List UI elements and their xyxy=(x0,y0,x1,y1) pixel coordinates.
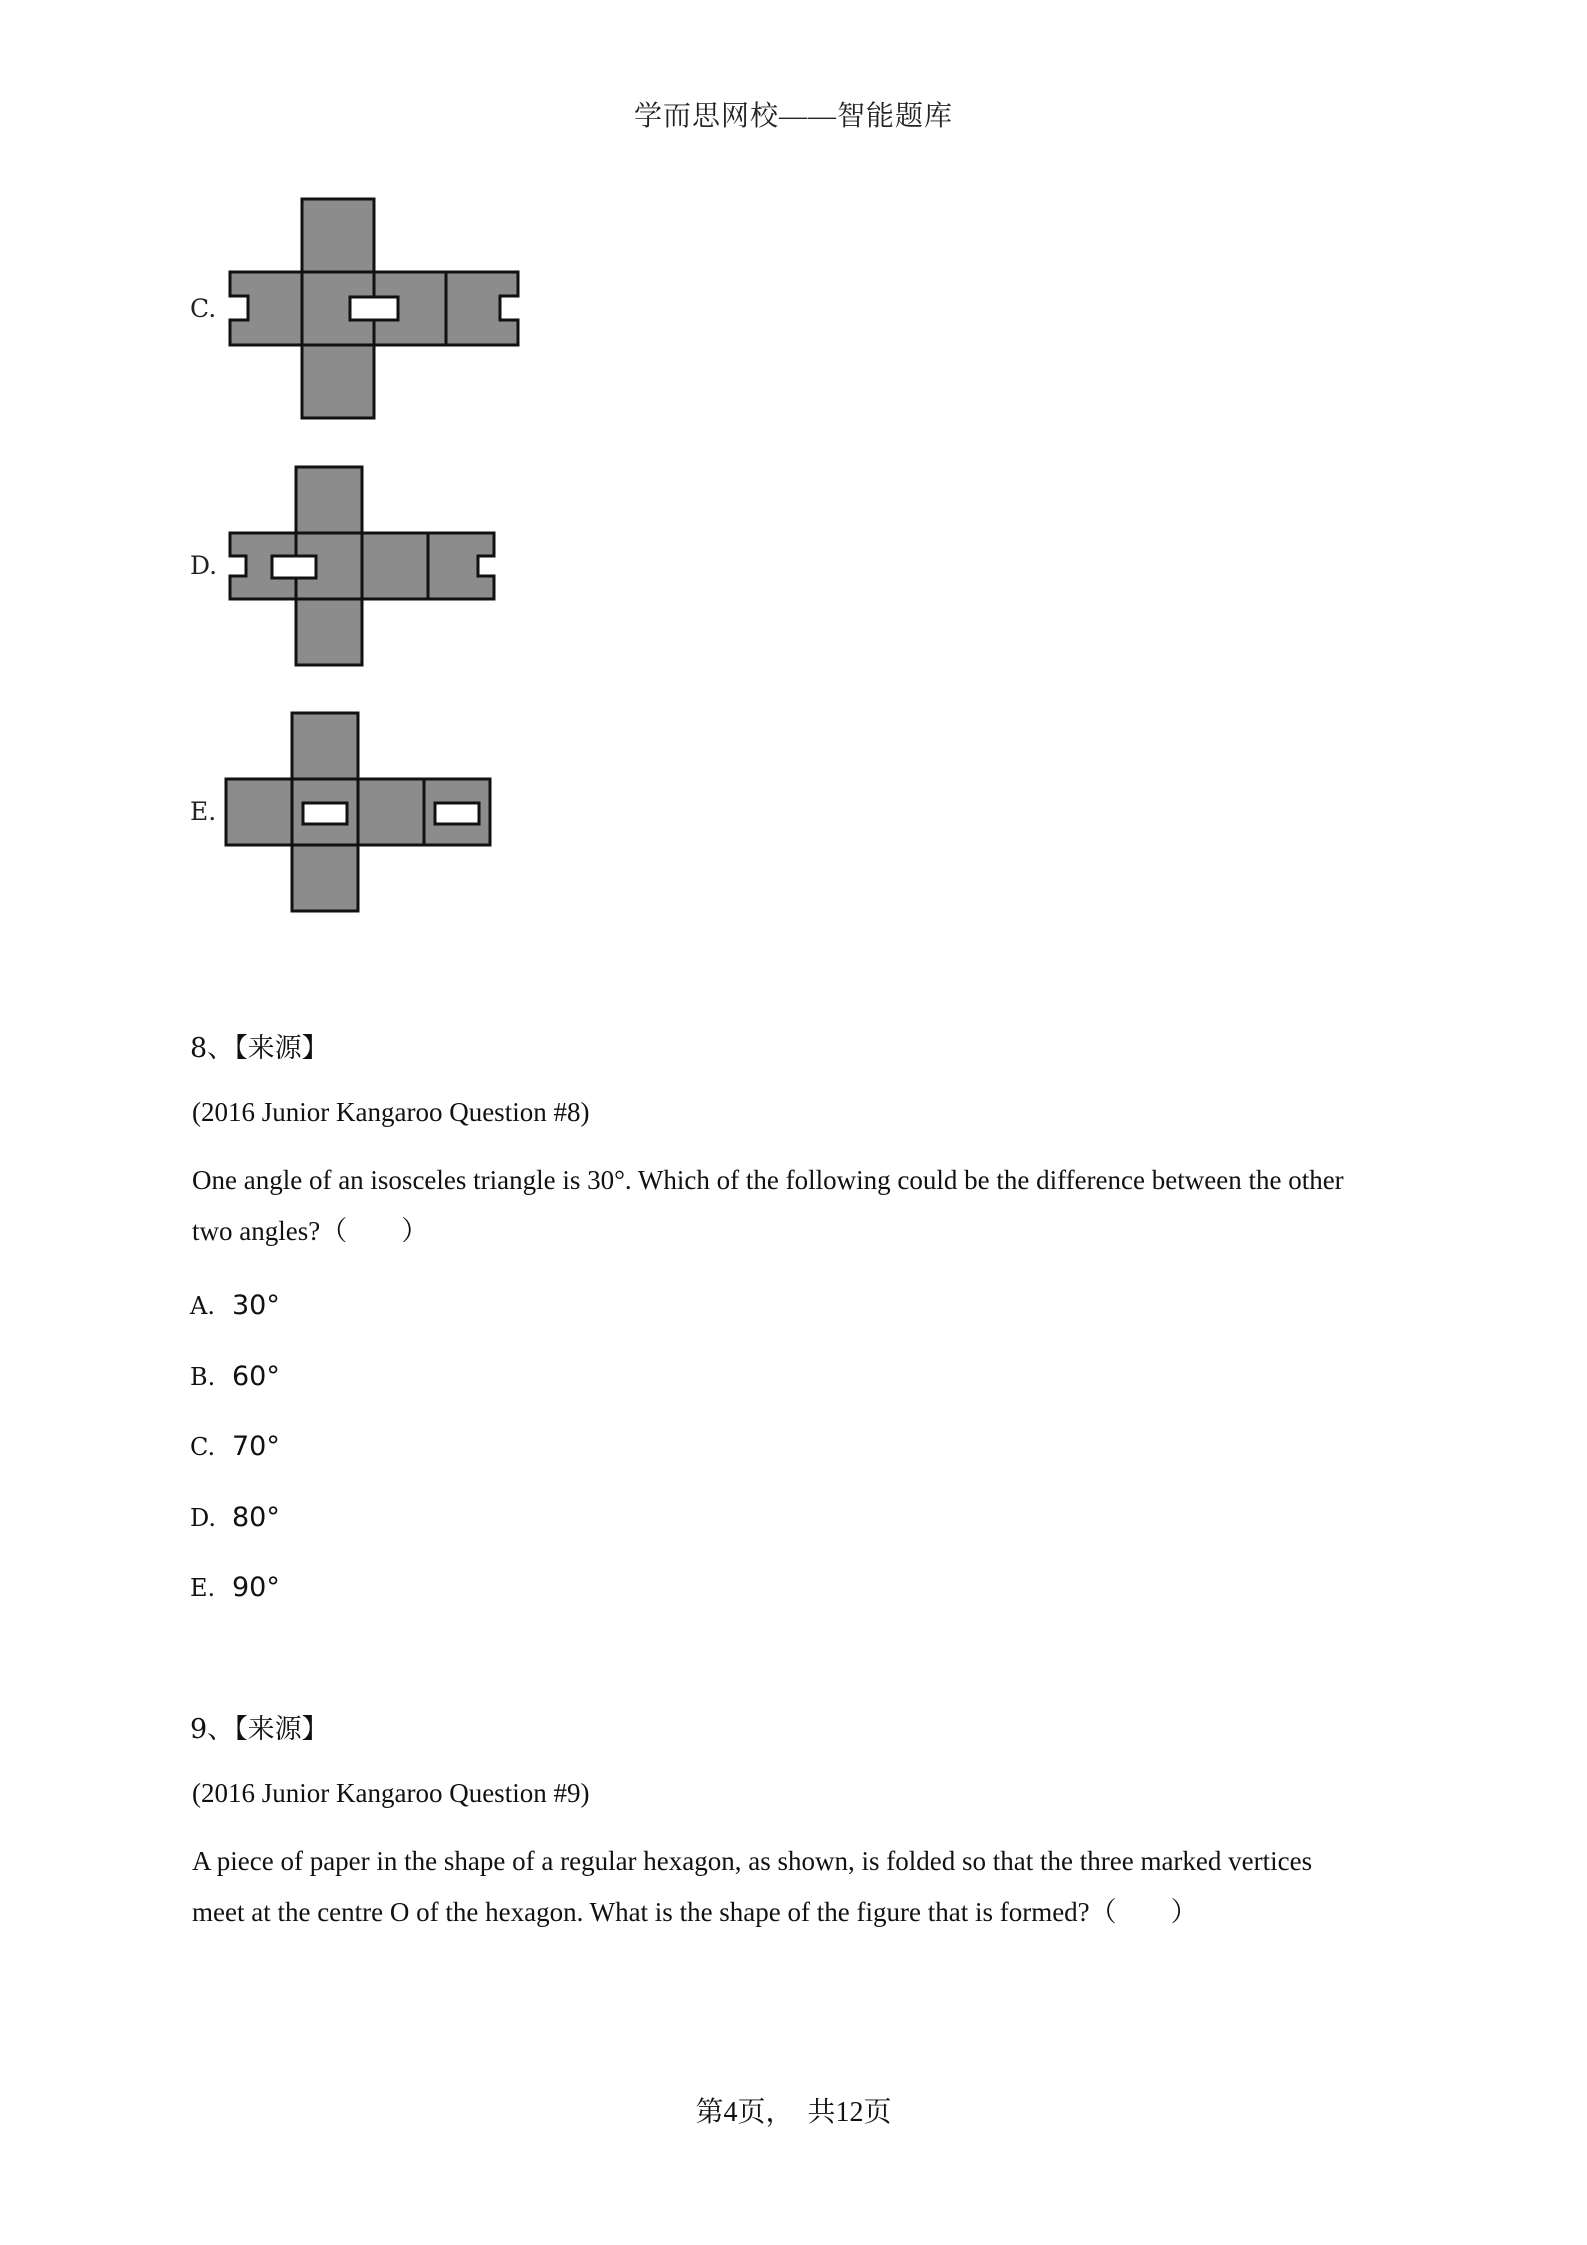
option-c-cube-net xyxy=(220,194,530,424)
option-d-cube-net xyxy=(220,462,500,672)
question-number: 8、 xyxy=(190,1033,235,1064)
choice-e[interactable] xyxy=(190,1572,280,1603)
choice-value: 60° xyxy=(232,1361,280,1392)
choice-value: 80° xyxy=(232,1502,280,1533)
choice-value: 70° xyxy=(232,1431,280,1462)
question-8-source: (2016 Junior Kangaroo Question #8) xyxy=(192,1097,590,1127)
choice-value: 30° xyxy=(232,1290,280,1321)
question-9-source: (2016 Junior Kangaroo Question #9) xyxy=(192,1778,590,1808)
question-text-line: meet at the centre O of the hexagon. What is the shape of the figure that is formed?（ ） xyxy=(192,1897,1198,1927)
choice-letter: A. xyxy=(190,1292,215,1320)
choice-letter: E. xyxy=(190,1574,216,1602)
choice-letter: D. xyxy=(190,1504,217,1532)
question-text-line: One angle of an isosceles triangle is 30°. Which of the following could be the difference between the other xyxy=(192,1165,1344,1195)
choice-value: 90° xyxy=(232,1572,280,1603)
question-8-text xyxy=(192,1155,1422,1257)
source-tag: 【来源】 xyxy=(234,1033,329,1063)
question-8-title xyxy=(190,1026,329,1065)
option-e-cube-net xyxy=(220,708,500,918)
option-d-label: D. xyxy=(190,551,218,580)
question-text-line: two angles?（ ） xyxy=(192,1216,429,1246)
page-footer: 第4页， 共12页 xyxy=(695,2097,892,2128)
option-c-label: C. xyxy=(190,294,217,323)
source-tag: 【来源】 xyxy=(234,1714,329,1744)
question-number: 9、 xyxy=(190,1714,235,1745)
question-text-line: A piece of paper in the shape of a regular hexagon, as shown, is folded so that the three marked vertices xyxy=(192,1846,1313,1876)
choice-c[interactable] xyxy=(190,1431,280,1462)
choice-letter: B. xyxy=(190,1363,216,1391)
question-9-text xyxy=(192,1836,1422,1938)
page-header: 学而思网校——智能题库 xyxy=(633,101,953,132)
option-e-label: E. xyxy=(190,797,217,826)
choice-letter: C. xyxy=(190,1433,216,1461)
choice-b[interactable] xyxy=(190,1361,280,1392)
choice-a[interactable] xyxy=(190,1290,280,1321)
choice-d[interactable] xyxy=(190,1502,280,1533)
question-9-title xyxy=(190,1707,329,1746)
